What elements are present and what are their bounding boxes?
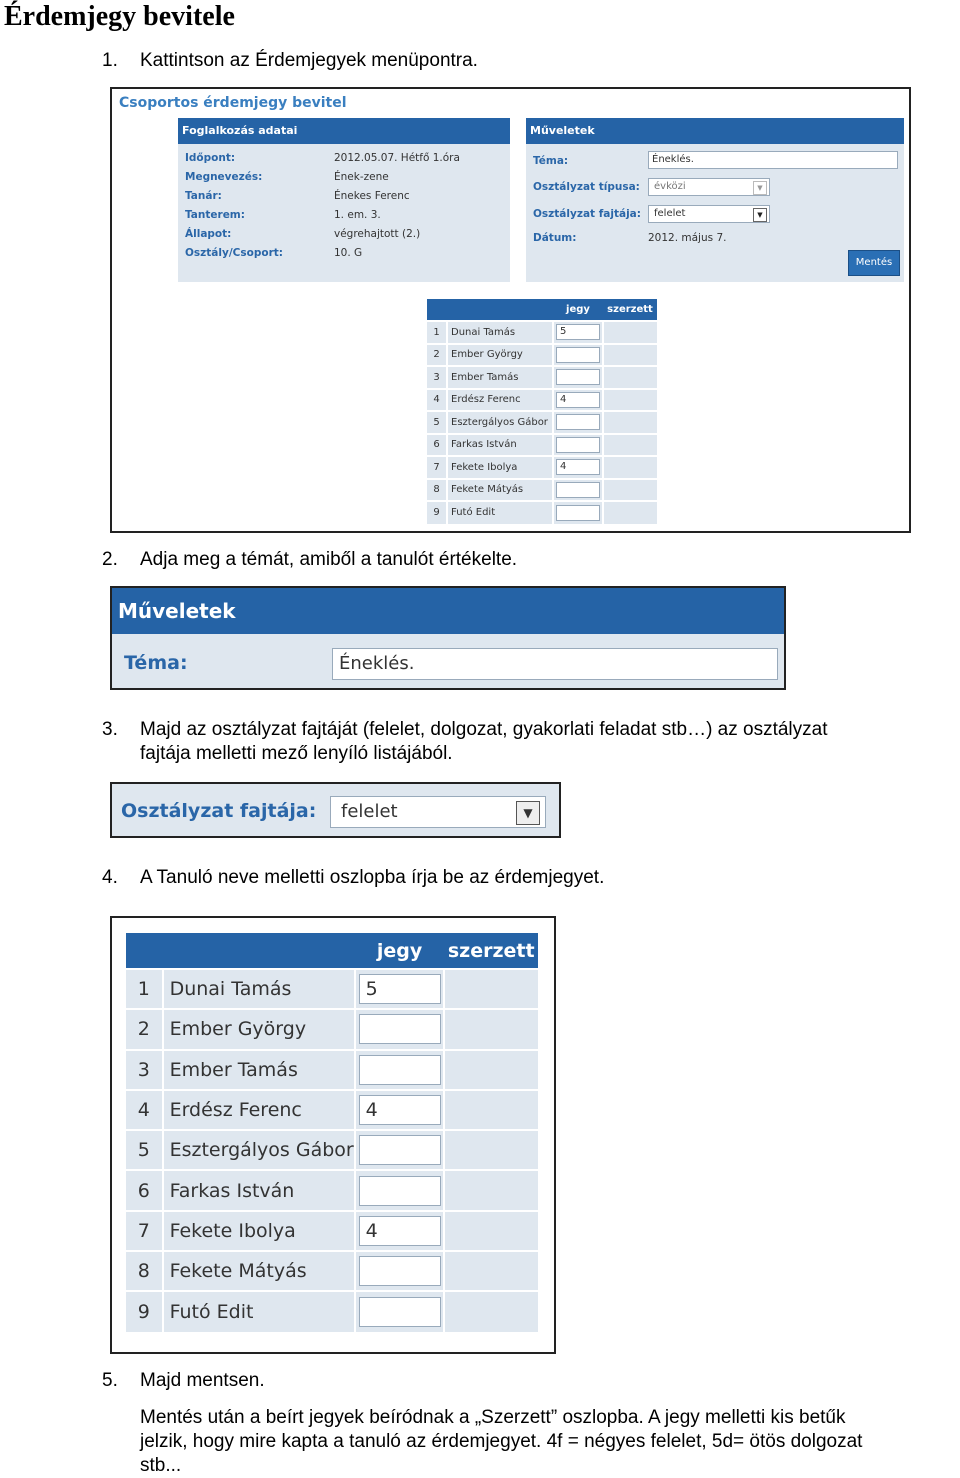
row-number: 4	[126, 1090, 163, 1130]
row-number: 8	[126, 1251, 163, 1291]
szerzett-cell	[603, 389, 657, 412]
grade-cell	[553, 344, 603, 367]
grade-cell	[553, 366, 603, 389]
col-header-szerzett: szerzett	[444, 933, 538, 969]
screenshot-full-form	[110, 87, 911, 533]
grade-cell	[553, 501, 603, 524]
tema-label-zoom: Téma:	[124, 652, 188, 674]
table-row	[427, 344, 657, 367]
row-number: 3	[126, 1050, 163, 1090]
table-row	[427, 501, 657, 524]
table-row	[126, 1050, 538, 1090]
szerzett-cell	[603, 434, 657, 457]
tipus-select[interactable]	[648, 178, 770, 196]
row-number: 8	[427, 479, 447, 502]
szerzett-cell	[603, 321, 657, 344]
row-number: 2	[126, 1009, 163, 1049]
table-row	[427, 479, 657, 502]
table-row	[427, 389, 657, 412]
grade-cell	[355, 1130, 445, 1170]
grade-input[interactable]: 4	[359, 1216, 441, 1246]
szerzett-cell	[444, 969, 538, 1009]
student-name: Ember György	[447, 344, 553, 367]
step-number: 2.	[102, 549, 118, 570]
student-name: Dunai Tamás	[163, 969, 355, 1009]
final-paragraph-line3: stb...	[140, 1455, 182, 1476]
muveletek-panel	[526, 118, 904, 282]
grade-table-small	[427, 299, 657, 524]
grade-input[interactable]: 4	[556, 459, 600, 475]
table-row	[427, 321, 657, 344]
foglalkozas-label: Állapot:	[185, 228, 232, 240]
grade-input[interactable]: 4	[556, 392, 600, 408]
final-paragraph-line2: jelzik, hogy mire kapta a tanuló az érdemjegyet. 4f = négyes felelet, 5d= ötös dolgozat	[140, 1431, 863, 1452]
foglalkozas-value: Énekes Ferenc	[334, 190, 410, 202]
table-row	[126, 1130, 538, 1170]
row-number: 5	[427, 411, 447, 434]
foglalkozas-value: 10. G	[334, 247, 363, 259]
tema-input-zoom[interactable]: Éneklés.	[332, 648, 778, 680]
grade-input[interactable]	[359, 1014, 441, 1044]
student-name: Ember Tamás	[447, 366, 553, 389]
step-text: Majd mentsen.	[140, 1370, 265, 1391]
col-header-blank	[126, 933, 163, 969]
student-name: Ember Tamás	[163, 1050, 355, 1090]
foglalkozas-value: Ének-zene	[334, 171, 389, 183]
table-header-row	[427, 299, 657, 321]
grade-input[interactable]	[556, 414, 600, 430]
student-name: Futó Edit	[163, 1291, 355, 1331]
foglalkozas-label: Osztály/Csoport:	[185, 247, 283, 259]
table-row	[126, 1009, 538, 1049]
grade-cell	[553, 456, 603, 479]
student-name: Fekete Ibolya	[447, 456, 553, 479]
tema-input[interactable]: Éneklés.	[648, 151, 898, 169]
szerzett-cell	[444, 1090, 538, 1130]
student-name: Esztergályos Gábor	[447, 411, 553, 434]
grade-cell	[355, 1009, 445, 1049]
datum-label: Dátum:	[533, 232, 577, 244]
foglalkozas-header: Foglalkozás adatai	[178, 118, 510, 144]
szerzett-cell	[603, 501, 657, 524]
table-row	[126, 1291, 538, 1331]
step-text: Kattintson az Érdemjegyek menüpontra.	[140, 50, 478, 71]
col-header-blank	[427, 299, 447, 321]
fajta-label: Osztályzat fajtája:	[533, 208, 641, 220]
row-number: 7	[126, 1211, 163, 1251]
student-name: Farkas István	[447, 434, 553, 457]
szerzett-cell	[603, 456, 657, 479]
student-name: Fekete Mátyás	[447, 479, 553, 502]
row-number: 9	[427, 501, 447, 524]
grade-input[interactable]	[556, 347, 600, 363]
fajta-value: felelet	[654, 208, 686, 219]
foglalkozas-label: Tanterem:	[185, 209, 245, 221]
col-header-blank	[447, 299, 553, 321]
grade-cell	[355, 1170, 445, 1210]
row-number: 6	[126, 1170, 163, 1210]
row-number: 5	[126, 1130, 163, 1170]
grade-cell	[553, 434, 603, 457]
fajta-select[interactable]	[648, 205, 770, 223]
foglalkozas-value: végrehajtott (2.)	[334, 228, 421, 240]
grade-input[interactable]: 4	[359, 1095, 441, 1125]
table-row	[427, 434, 657, 457]
muveletek-header-zoom: Műveletek	[112, 588, 784, 634]
page-heading: Érdemjegy bevitele	[4, 1, 235, 32]
screenshot-tema	[110, 586, 786, 690]
step-number: 3.	[102, 719, 118, 740]
szerzett-cell	[444, 1251, 538, 1291]
screenshot-grade-table	[110, 916, 556, 1354]
grade-input[interactable]	[556, 482, 600, 498]
grade-cell	[553, 479, 603, 502]
szerzett-cell	[603, 366, 657, 389]
grade-cell	[355, 969, 445, 1009]
table-header-row	[126, 933, 538, 969]
szerzett-cell	[603, 411, 657, 434]
student-name: Dunai Tamás	[447, 321, 553, 344]
table-row	[427, 456, 657, 479]
fajta-label-zoom: Osztályzat fajtája:	[121, 800, 317, 822]
col-header-jegy: jegy	[553, 299, 603, 321]
foglalkozas-label: Megnevezés:	[185, 171, 263, 183]
student-name: Erdész Ferenc	[447, 389, 553, 412]
row-number: 7	[427, 456, 447, 479]
student-name: Fekete Ibolya	[163, 1211, 355, 1251]
foglalkozas-label: Időpont:	[185, 152, 236, 164]
grade-input[interactable]	[359, 1256, 441, 1286]
szerzett-cell	[603, 344, 657, 367]
foglalkozas-panel	[178, 118, 510, 282]
screenshot-fajta	[110, 782, 561, 838]
row-number: 6	[427, 434, 447, 457]
tipus-label: Osztályzat típusa:	[533, 181, 640, 193]
grade-input[interactable]	[556, 369, 600, 385]
step-text: A Tanuló neve melletti oszlopba írja be az érdemjegyet.	[140, 867, 605, 888]
col-header-szerzett: szerzett	[603, 299, 657, 321]
table-row	[126, 1170, 538, 1210]
szerzett-cell	[444, 1130, 538, 1170]
student-name: Futó Edit	[447, 501, 553, 524]
table-row	[126, 1090, 538, 1130]
chevron-down-icon: ▼	[753, 208, 767, 222]
tipus-value: évközi	[654, 181, 686, 192]
chevron-down-icon: ▼	[753, 181, 767, 195]
chevron-down-icon: ▼	[516, 801, 540, 825]
szerzett-cell	[444, 1050, 538, 1090]
table-row	[126, 1251, 538, 1291]
grade-table-large	[126, 933, 538, 1332]
foglalkozas-value: 2012.05.07. Hétfő 1.óra	[334, 152, 460, 164]
grade-cell	[553, 389, 603, 412]
grade-input[interactable]	[359, 1055, 441, 1085]
grade-input[interactable]	[359, 1135, 441, 1165]
muveletek-header: Műveletek	[526, 118, 904, 144]
col-header-blank	[163, 933, 355, 969]
row-number: 2	[427, 344, 447, 367]
table-row	[427, 411, 657, 434]
form-title: Csoportos érdemjegy bevitel	[119, 95, 347, 111]
student-name: Esztergályos Gábor	[163, 1130, 355, 1170]
step-text-line1: Majd az osztályzat fajtáját (felelet, dolgozat, gyakorlati feladat stb…) az osztályzat	[140, 719, 828, 740]
foglalkozas-value: 1. em. 3.	[334, 209, 381, 221]
row-number: 3	[427, 366, 447, 389]
step-number: 5.	[102, 1370, 118, 1391]
student-name: Erdész Ferenc	[163, 1090, 355, 1130]
student-name: Fekete Mátyás	[163, 1251, 355, 1291]
fajta-value-zoom: felelet	[341, 801, 398, 822]
student-name: Ember György	[163, 1009, 355, 1049]
step-text-line2: fajtája melletti mező lenyíló listájából.	[140, 743, 453, 764]
row-number: 4	[427, 389, 447, 412]
row-number: 1	[427, 321, 447, 344]
datum-value: 2012. május 7.	[648, 232, 727, 244]
grade-input[interactable]: 5	[359, 974, 441, 1004]
grade-cell	[355, 1211, 445, 1251]
grade-cell	[355, 1291, 445, 1331]
grade-cell	[553, 321, 603, 344]
grade-input[interactable]	[359, 1176, 441, 1206]
student-name: Farkas István	[163, 1170, 355, 1210]
table-row	[427, 366, 657, 389]
grade-cell	[553, 411, 603, 434]
col-header-jegy: jegy	[355, 933, 445, 969]
grade-input[interactable]	[359, 1297, 441, 1327]
row-number: 9	[126, 1291, 163, 1331]
szerzett-cell	[444, 1211, 538, 1251]
grade-input[interactable]	[556, 437, 600, 453]
szerzett-cell	[444, 1291, 538, 1331]
grade-cell	[355, 1050, 445, 1090]
table-row	[126, 969, 538, 1009]
foglalkozas-label: Tanár:	[185, 190, 222, 202]
grade-cell	[355, 1251, 445, 1291]
save-button[interactable]: Mentés	[848, 250, 900, 276]
szerzett-cell	[444, 1009, 538, 1049]
grade-input[interactable]	[556, 505, 600, 521]
szerzett-cell	[603, 479, 657, 502]
fajta-select-zoom[interactable]	[330, 796, 546, 828]
tema-label: Téma:	[533, 155, 569, 167]
step-number: 4.	[102, 867, 118, 888]
grade-cell	[355, 1090, 445, 1130]
table-row	[126, 1211, 538, 1251]
row-number: 1	[126, 969, 163, 1009]
grade-input[interactable]: 5	[556, 324, 600, 340]
step-text: Adja meg a témát, amiből a tanulót értékelte.	[140, 549, 518, 570]
final-paragraph-line1: Mentés után a beírt jegyek beíródnak a „Szerzett” oszlopba. A jegy melletti kis betűk	[140, 1407, 846, 1428]
step-number: 1.	[102, 50, 118, 71]
szerzett-cell	[444, 1170, 538, 1210]
